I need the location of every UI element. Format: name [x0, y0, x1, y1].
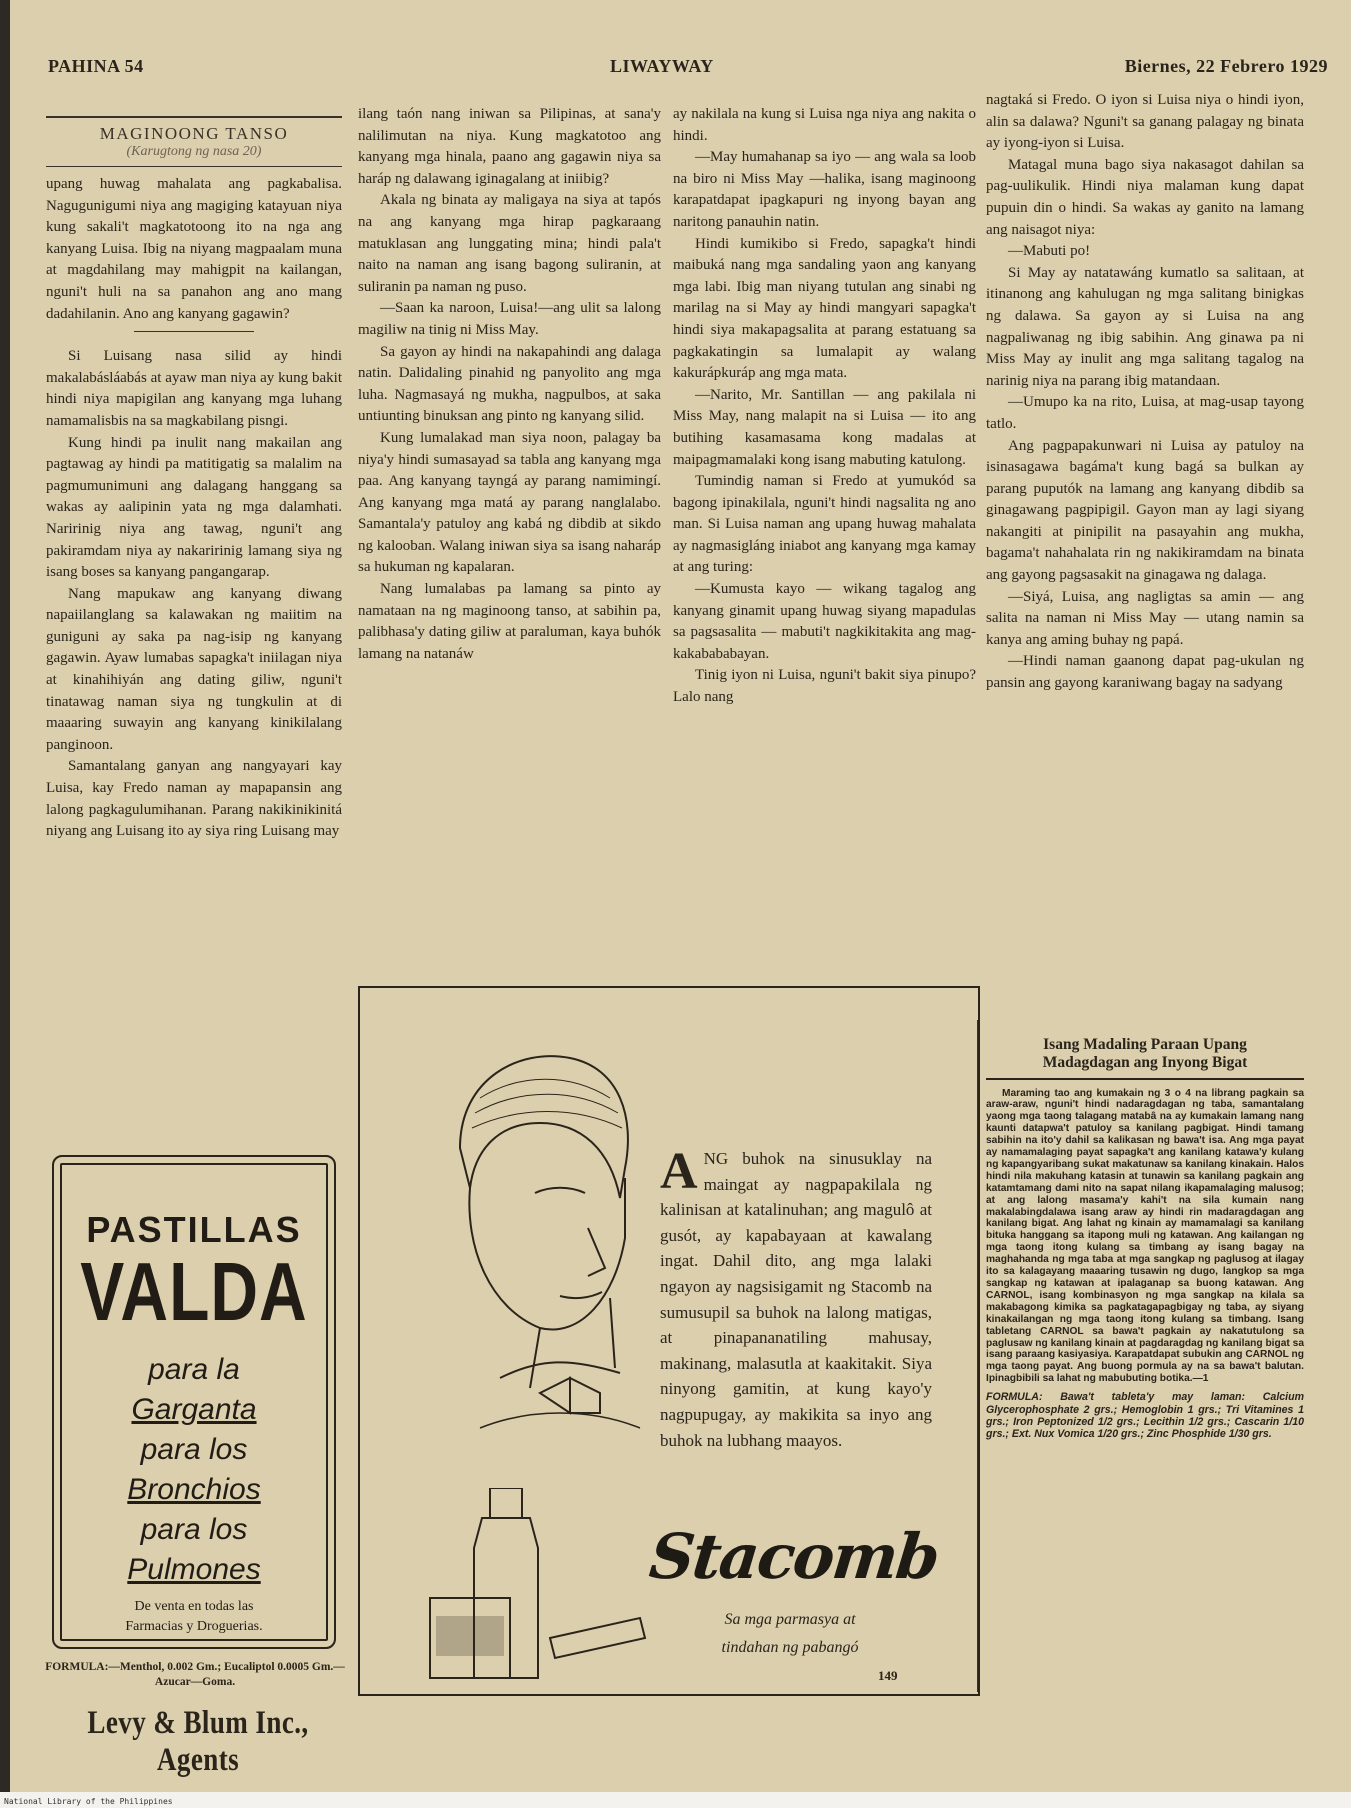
archive-footer [0, 1792, 1351, 1808]
stacomb-tagline-2: tindahan ng pabangó [721, 1639, 859, 1656]
carnol-headline-2: Madagdagan ang Inyong Bigat [1042, 1054, 1248, 1071]
stacomb-logo: Stacomb [646, 1520, 942, 1593]
valda-brand: VALDA [80, 1244, 308, 1338]
valda-formula: FORMULA:—Menthol, 0.002 Gm.; Eucaliptol 0.0005 Gm.—Azucar—Goma. [45, 1661, 345, 1688]
paragraph: Nang lumalabas pa lamang sa pinto ay namataan na ng maginoong tanso, at sabihin pa, palibhasa'y dating giliw at paraluman, kaya buhók lamang na natanáw [358, 581, 661, 662]
ad-page-number: 149 [878, 1668, 898, 1683]
valda-para-1: para la [148, 1353, 240, 1386]
archive-credit: National Library of the Philippines [4, 1797, 173, 1806]
paragraph: Ang pagpapakunwari ni Luisa ay patuloy na isinasagawa bagáma't kung bagá sa bulkan ay parang puputók na lamang ang kanyang dibdib sa ginagawang pagpipigil. Gayon man ay lagi siyang nakangiti at pinipilit na pasayahin ang mukha, bagama't nahahalata rin ng nakikiramdam na binata ang gayong pagsasakit na ginagawa ng dalaga. [986, 437, 1304, 584]
stacomb-jar-illustration [420, 1488, 650, 1688]
paragraph: Kung lumalakad man siya noon, palagay ba niya'y hindi sumasayad sa tabla ang kanyang mga paa. Ang kanyang tayngá ay parang namimingí. Ang kanyang mga matá ay parang nanglalabo. Samantala'y patuloy ang kabá ng dibdib at sikdo ng kalooban. Walang iniwan siya sa isang naharáp sa hukuman ng kapalaran. [358, 429, 661, 576]
valda-pastillas: PASTILLAS [86, 1209, 302, 1250]
paragraph: —Umupo ka na rito, Luisa, at mag-usap tayong tatlo. [986, 394, 1304, 432]
paragraph: upang huwag mahalata ang pagkabalisa. Nagugunigumi niya ang magiging katayuan niya kung sakali't magkatotoong ito na nga ang kanyang Luisa. Ibig na niyang magpaalam muna at magdahilang may mahigpit na kailangan, nguni't huli na sa panahon ang ano mang dadahilanin. Ano ang kanyang gagawin? [46, 176, 342, 322]
valda-garganta: Garganta [131, 1393, 257, 1426]
paragraph: Si Luisang nasa silid ay hindi makalabásláabás at ayaw man niya ay kung bakit hindi niya mapigilan ang kanyang mga luhang namamalisbis na sa magkabilang pisngi. [46, 348, 342, 429]
paragraph: —Mabuti po! [1008, 243, 1091, 260]
valda-bronchios: Bronchios [127, 1473, 261, 1506]
valda-label-box [52, 1155, 336, 1649]
valda-pulmones: Pulmones [127, 1553, 261, 1586]
stacomb-drop-cap: A [660, 1143, 698, 1200]
issue-date: Biernes, 22 Febrero 1929 [1124, 56, 1328, 76]
story-title: MAGINOONG TANSO [99, 123, 289, 143]
carnol-headline-1: Isang Madaling Paraan Upang [1043, 1036, 1247, 1053]
valda-advertisement [42, 1155, 348, 1778]
paragraph: Nang mapukaw ang kanyang diwang napaiilanglang sa kalawakan ng maiitim na guniguni ay saka pa nag-isip ng kanyang gagawin. Ayaw lumabas sapagka't iniilagan niya at kinahihiyán ang dating giliw, nguni't tinatawag naman siya ng tungkulin at di maaaring suwayin ang kanyang kinikilalang panginoon. [46, 585, 342, 753]
carnol-formula: FORMULA: Bawa't tableta'y may laman: Calcium Glycerophosphate 2 grs.; Hemoglobin 1 grs.; Tri Vitamines 1 grs.; Iron Peptonized 1/2 grs.; Lecithin 1/2 grs.; Cascarin 1/10 grs.; Ext. Nux Vomica 1/20 grs.; Zinc Phosphide 1/30 grs. [986, 1391, 1304, 1441]
story-continued-note: (Karugtong ng nasa 20) [126, 143, 262, 159]
article-column-2 [358, 104, 661, 665]
valda-sold-line-2: Farmacias y Droguerias. [125, 1619, 263, 1634]
stacomb-tagline-1: Sa mga parmasya at [724, 1611, 856, 1628]
magazine-title: LIWAYWAY [610, 56, 714, 76]
stacomb-tagline [690, 1606, 890, 1662]
paragraph: Akala ng binata ay maligaya na siya at tapós na ang kanyang mga hirap pagkaraang matuklasan ang lunggating mina; hindi pala't naito na naman ang isang bagong suliranin, at suliranin pa naman ng puso. [358, 192, 661, 295]
paragraph: —May humahanap sa iyo — ang wala sa loob na biro ni Miss May —halika, isang maginoong karapatdapat ipagkapuri ng inyong bayan ang naritong panauhin natin. [673, 149, 976, 230]
carnol-body: Maraming tao ang kumakain ng 3 o 4 na librang pagkain sa araw-araw, nguni't hindi nadaragdagan ng taba, samantalang yaong mga taong talagang matabâ na ay kumakain lamang nang kaunti datapwa't patuloy sa kanilang pagbigat. Hindi tamang sabihin na ito'y dahil sa kalikasan ng bawa't isa. Ang mga payat ay namamalaging payat sapagka't ang kanilang katawa'y kulang ng kapangyaribang sukat makatunaw sa kanilang kinakain. Halos hindi nila makuhang katasin at tunawin sa kanilang pagkain ang katamtamang dami nito na sapat nilang ikapamalaging malusog; at ang lalong masama'y kahi't na sila kumain nang makalabingdalawa isang araw ay hindi rin madaragdagan ang kanilang bigat. Ang lahat ng kinain ay mamamalagi sa kanilang bituka hanggang sa itapong muli ng katawan. Ang kailangan ng mga taong itong kulang sa timbang ay isang bagay na maghahanda ng mga taba at mga sangkap ng paglusog at ilagay ito sa kalagayang maaaring tusawin ng dugo, langkop sa mga sangkap ng katawan at ipalaganap sa buong katawan. Ang CARNOL, isang kombinasyon ng mga sangkap na kilala sa makabagong kimika sa pagkatagapagbigay ng taba, ay siyang kinakailangan ng mga taong itong kulang sa timbang. Isang tabletang CARNOL sa bawa't pagkain ay nakatutulong sa paglusaw ng kanilang kinain at pagdaragdag ng kanilang bigat sa isang paraang kasiyasiya. Karapatdapat subukin ang CARNOL ng mga taong payat. Ang buong pormula ay na sa bawa't balutan. Ipinagbibili sa lahat ng mabubuting botika.—1 [986, 1087, 1304, 1385]
paragraph: Hindi kumikibo si Fredo, sapagka't hindi maibuká nang mga sandaling yaon ang kanyang mga labi. Ibig man niyang tutulan ang sinabi ng marilag na si May ay hindi mangyari sapagka't hindi siya makapagsalita at parang estatuang sa pagkakatingin sa lumalapit ay walang kakurápkuráp ang mga mata. [673, 235, 976, 382]
paragraph: ay nakilala na kung si Luisa nga niya ang nakita o hindi. [673, 106, 976, 144]
paragraph: Tumindig naman si Fredo at yumukód sa bagong ipinakilala, nguni't hindi nagsalita ng ano man. Si Luisa naman ang upang huwag mahalata ay nagmasigláng iniabot ang kanyang mga kamay at ang turing: [673, 473, 976, 576]
man-portrait-illustration [420, 1028, 650, 1448]
valda-sold-line-1: De venta en todas las [134, 1599, 254, 1614]
article-column-3 [673, 104, 976, 709]
paragraph: Samantalang ganyan ang nangyayari kay Luisa, kay Fredo naman ay mapapansin ang lalong pagkagulumihanan. Parang nakikinikinitá niyang ang Luisang ito ay siya ring Luisang may [46, 758, 342, 840]
paragraph: —Hindi naman gaanong dapat pag-ukulan ng pansin ang gayong karaniwang bagay na sadyang [986, 653, 1304, 692]
stacomb-body-copy [660, 1143, 932, 1453]
valda-agents: Levy & Blum Inc., Agents [87, 1705, 309, 1778]
page-number: PAHINA 54 [48, 56, 144, 76]
paragraph: Kung hindi pa inulit nang makailan ang pagtawag ay hindi pa matitigatig sa malalim na pagmumunimuni ang dalagang hanggang sa wakas ay aalipinin yata ng mga dalamhati. Naririnig niya ang tawag, nguni't ang pakiramdam niya ay nakaririnig lamang siya ng isang boses sa kanyang pangangarap. [46, 434, 342, 581]
paragraph: Si May ay natatawáng kumatlo sa salitaan, at itinanong ang kahulugan ng mga salitang binigkas ng dalawa. Sa gayon ay si Luisa na ang nagpaliwanag ng ibig sabihin. Ang ginawa pa ni Miss May ay inulit ang mga salitang tagalog na narinig niya na parang ibig matandaan. [986, 264, 1304, 389]
page-binding-edge [0, 0, 10, 1808]
paragraph: —Saan ka naroon, Luisa!—ang ulit sa lalong magiliw na tinig ni Miss May. [358, 300, 661, 338]
stacomb-body-text: NG buhok na sinusuklay na maingat ay nagpapakilala ng kalinisan at katalinuhan; ang magulô at gusót, ay kapabayaan at kawalang ingat. Dahil dito, ang mga lalaki ngayon ay nagsisigamit ng Stacomb na sumusupil sa buhok na lalong matigas, at pinapananatiling mahusay, makinang, malasutla at kaakitakit. Siya ninyong gamitin, at kung kayo'y nagpupugay, ay makikita sa inyo ang buhok na lubhang maayos. [660, 1149, 932, 1450]
valda-para-2: para los [140, 1433, 248, 1466]
article-column-1 [46, 174, 342, 843]
story-heading [46, 116, 342, 167]
paragraph: —Narito, Mr. Santillan — ang pakilala ni Miss May, nang malapit na si Luisa — ito ang butihing kasamasama kong madalas at maipagmamalaki kong isang mabuting katulong. [673, 386, 976, 468]
paragraph: Matagal muna bago siya nakasagot dahilan sa pag-uulikulik. Hindi niya malaman kung dapat pupuin din o hindi. Sa wakas ay ganito na lamang ang naisagot niya: [986, 156, 1304, 238]
paragraph: nagtaká si Fredo. O iyon si Luisa niya o hindi iyon, alin sa dalawa? Nguni't sa ganang palagay ng binata ay iyong-iyon si Luisa. [986, 92, 1304, 152]
carnol-advertisement [986, 1036, 1304, 1441]
stacomb-advertisement [358, 986, 980, 1696]
paragraph: Sa gayon ay hindi na nakapahindi ang dalaga natin. Dalidaling pinahid ng panyolito ang mga luha. Nagmasayá ng mukha, nagpulbos, at saka untiunting binuksan ang pinto ng kanyang silid. [358, 343, 661, 425]
column-divider [977, 1020, 978, 1692]
paragraph: Tinig iyon ni Luisa, nguni't bakit siya pinupo? Lalo nang [673, 667, 976, 706]
paragraph: —Siyá, Luisa, ang nagligtas sa amin — ang salita na naman ni Miss May — utang namin sa kanya ang aming buhay ng papá. [986, 588, 1304, 648]
page-header [48, 56, 1328, 88]
paragraph: —Kumusta kayo — wikang tagalog ang kanyang ginamit upang huwag siyang mapadulas sa pagsasalita — mabuti't nagkikitakita ang mag-kakabababayan. [673, 581, 976, 662]
valda-para-3: para los [140, 1513, 248, 1546]
paragraph: ilang taón nang iniwan sa Pilipinas, at sana'y nalilimutan na niya. Kung magkatotoo ang kanyang mga hinala, paano ang gagawin niya sa haráp ng dalawang iginagalang at iniibig? [358, 106, 661, 187]
article-column-4 [986, 90, 1304, 695]
